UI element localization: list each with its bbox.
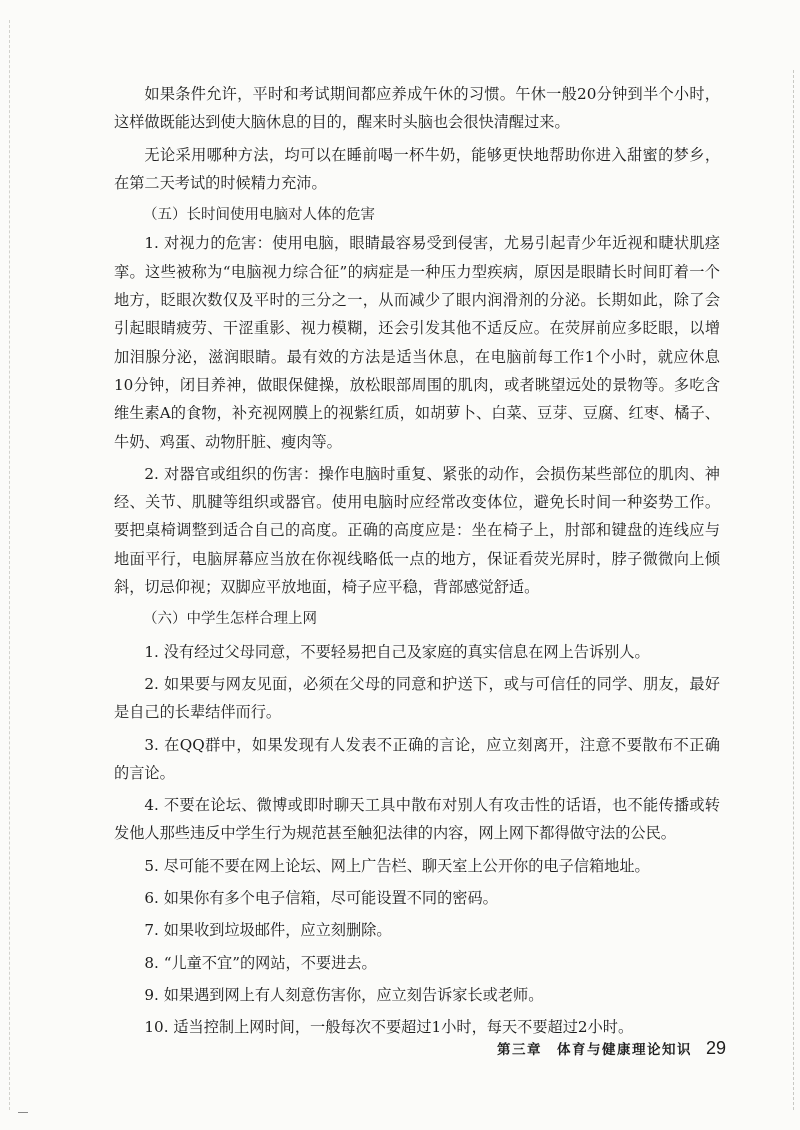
list-item-5: 5. 尽可能不要在网上论坛、网上广告栏、聊天室上公开你的电子信箱地址。 — [144, 856, 650, 875]
page-edge-right — [792, 70, 794, 1110]
list-item-1: 1. 没有经过父母同意，不要轻易把自己及家庭的真实信息在网上告诉别人。 — [144, 642, 650, 661]
page-footer — [497, 1038, 726, 1059]
list-item-6: 6. 如果你有多个电子信箱，尽可能设置不同的密码。 — [144, 889, 498, 908]
body-text — [114, 80, 720, 1042]
section-heading-computer-hazards: （五）长时间使用电脑对人体的危害 — [143, 207, 375, 224]
list-item-7: 7. 如果收到垃圾邮件，应立刻删除。 — [144, 921, 392, 940]
paragraph-milk: 无论采用哪种方法，均可以在睡前喝一杯牛奶，能够更快地帮助你进入甜蜜的梦乡，在第二天考试的时候精力充沛。 — [114, 145, 720, 192]
paragraph-organ-hazard: 2. 对器官或组织的伤害：操作电脑时重复、紧张的动作，会损伤某些部位的肌肉、神经、关节、肌腱等组织或器官。使用电脑时应经常改变体位，避免长时间一种姿势工作。要把桌椅调整到适合自己的高度。正确的高度应是：坐在椅子上，肘部和键盘的连线应与地面平行，电脑屏幕应当放在你视线略低一点的地方，保证看荧光屏时，脖子微微向上倾斜，切忌仰视；双脚应平放地面，椅子应平稳，背部感觉舒适。 — [114, 464, 720, 597]
list-item-9: 9. 如果遇到网上有人刻意伤害你，应立刻告诉家长或老师。 — [144, 985, 544, 1004]
list-item-10: 10. 适当控制上网时间，一般每次不要超过1小时，每天不要超过2小时。 — [144, 1018, 634, 1037]
paragraph-nap: 如果条件允许，平时和考试期间都应养成午休的习惯。午休一般20分钟到半个小时，这样做既能达到使大脑休息的目的，醒来时头脑也会很快清醒过来。 — [114, 85, 720, 132]
section-heading-internet-use: （六）中学生怎样合理上网 — [143, 611, 317, 628]
scan-mark — [18, 1112, 28, 1113]
page-number: 29 — [705, 1038, 726, 1058]
list-item-3: 3. 在QQ群中，如果发现有人发表不正确的言论，应立刻离开，注意不要散布不正确的言论。 — [114, 735, 720, 782]
paragraph-vision-hazard: 1. 对视力的危害：使用电脑，眼睛最容易受到侵害，尤易引起青少年近视和睫状肌痉挛。这些被称为“电脑视力综合征”的病症是一种压力型疾病，原因是眼睛长时间盯着一个地方，眨眼次数仅及平时的三分之一，从而减少了眼内润滑剂的分泌。长期如此，除了会引起眼睛疲劳、干涩重影、视力模糊，还会引发其他不适反应。在荧屏前应多眨眼，以增加泪腺分泌，滋润眼睛。最有效的方法是适当休息，在电脑前每工作1个小时，就应休息10分钟，闭目养神，做眼保健操，放松眼部周围的肌肉，或者眺望远处的景物等。多吃含维生素A的食物，补充视网膜上的视紫红质，如胡萝卜、白菜、豆芽、豆腐、红枣、橘子、牛奶、鸡蛋、动物肝脏、瘦肉等。 — [114, 234, 720, 451]
page-edge-left — [9, 20, 11, 1110]
list-item-8: 8. “儿童不宜”的网站，不要进去。 — [144, 953, 377, 972]
list-item-2: 2. 如果要与网友见面，必须在父母的同意和护送下，或与可信任的同学、朋友，最好是自己的长辈结伴而行。 — [114, 674, 720, 722]
list-item-4: 4. 不要在论坛、微博或即时聊天工具中散布对别人有攻击性的话语，也不能传播或转发他人那些违反中学生行为规范甚至触犯法律的内容，网上网下都得做守法的公民。 — [114, 796, 720, 843]
chapter-title: 第三章 体育与健康理论知识 — [496, 1042, 692, 1058]
